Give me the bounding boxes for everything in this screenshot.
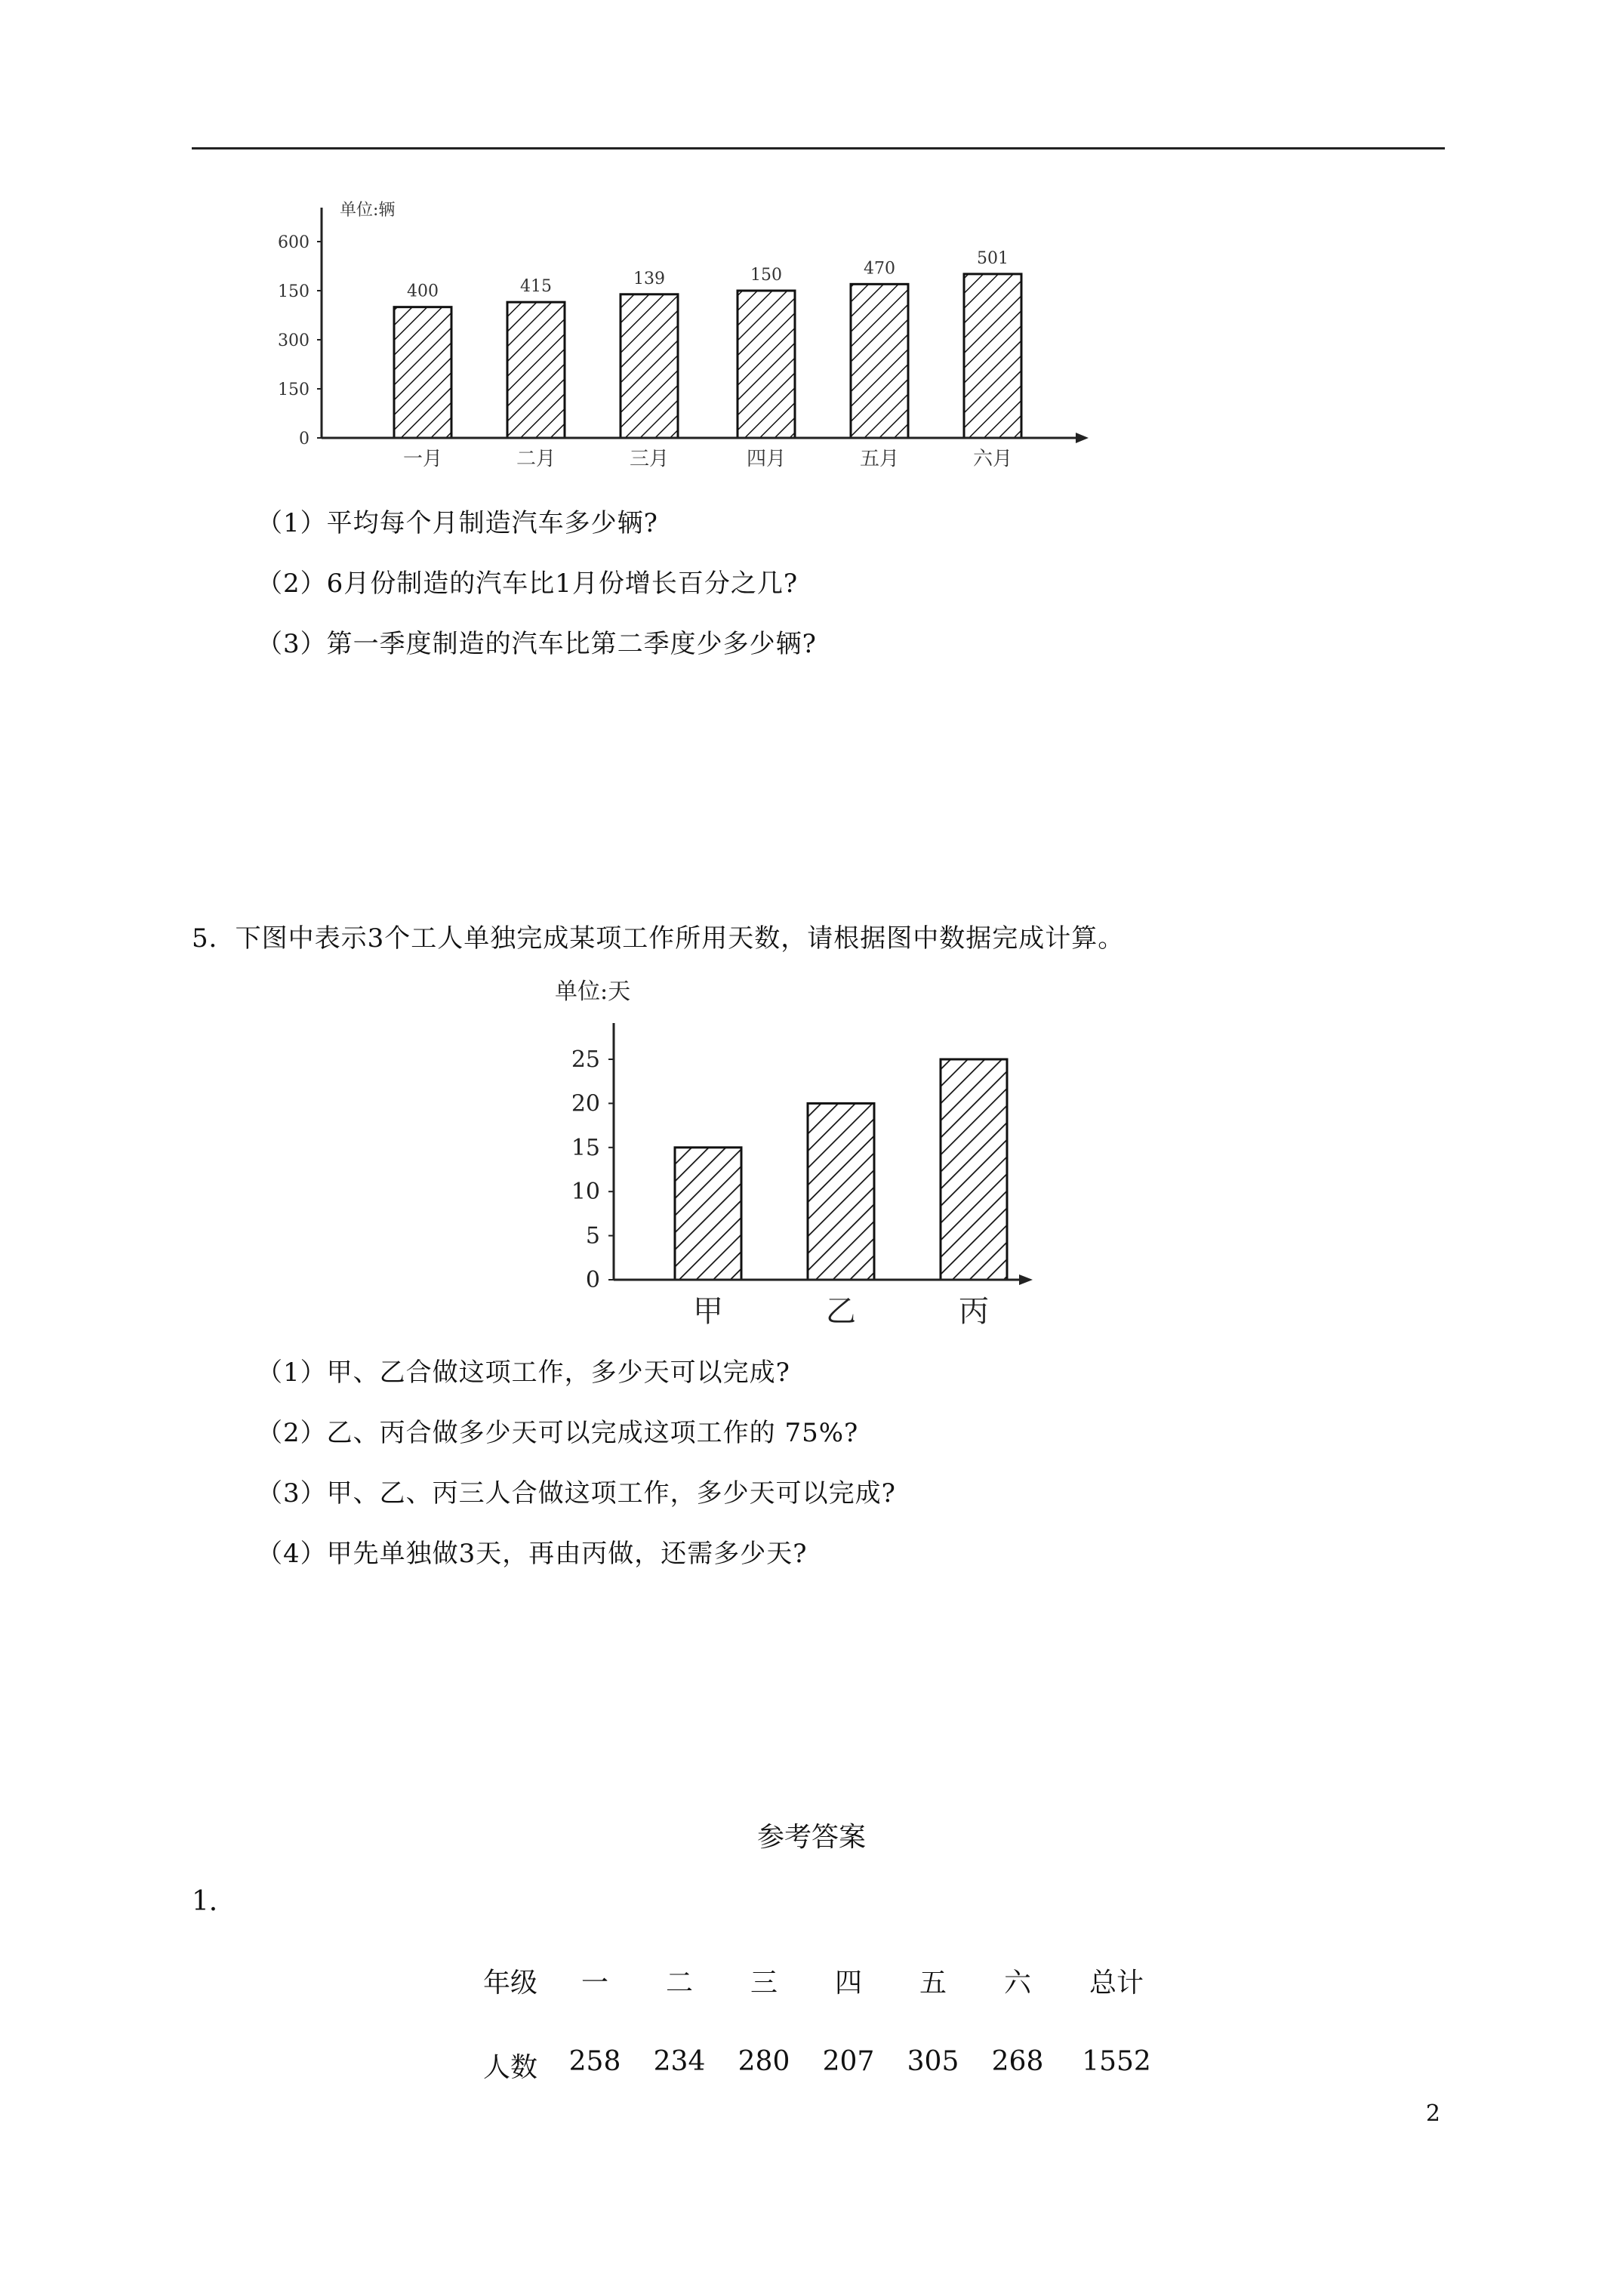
chart2-category-label: 甲 (693, 1294, 723, 1329)
question-5-1: （1）甲、乙合做这项工作，多少天可以完成? (257, 1358, 790, 1388)
question-5-4: （4）甲先单独做3天，再由丙做，还需多少天? (257, 1539, 808, 1569)
answer-header-cell: 四 (834, 1968, 862, 1999)
question-5-3: （3）甲、乙、丙三人合做这项工作，多少天可以完成? (257, 1478, 896, 1509)
chart1-svg (278, 193, 1102, 479)
answer-header-cell: 三 (750, 1968, 778, 1999)
question-4-2: （2）6月份制造的汽车比1月份增长百分之几? (257, 569, 799, 599)
chart2-svg (544, 970, 1087, 1333)
answer-header-cell: 六 (1003, 1968, 1031, 1999)
chart1-x-arrow (1076, 433, 1089, 443)
chart1-y-tick-label: 600 (278, 233, 310, 252)
answer-data-cell: 人数 (482, 2052, 537, 2083)
question-4-1: （1）平均每个月制造汽车多少辆? (257, 508, 658, 538)
question-5-2: （2）乙、丙合做多少天可以完成这项工作的 75%? (257, 1418, 859, 1448)
answer-data-cell: 280 (738, 2046, 790, 2077)
answer-data-cell: 258 (568, 2046, 621, 2077)
answer-header-cell: 年级 (482, 1968, 537, 1999)
chart1-bar (394, 307, 451, 438)
chart2-y-tick-label: 15 (571, 1134, 600, 1161)
chart1-data-label: 470 (864, 259, 895, 279)
chart1-bar (738, 291, 795, 438)
chart1-bar (621, 294, 678, 438)
answer-data-cell: 305 (907, 2046, 959, 2077)
header-rule (192, 147, 1445, 149)
chart1-data-label: 400 (407, 282, 439, 301)
chart2-y-tick-label: 20 (571, 1090, 600, 1117)
chart1-y-tick-label: 150 (278, 282, 310, 301)
chart1-category-label: 六月 (972, 448, 1013, 470)
chart1-y-tick-label: 300 (278, 331, 310, 350)
monthly-car-production-chart (278, 193, 1102, 479)
question-5-prompt: 5．下图中表示3个工人单独完成某项工作所用天数，请根据图中数据完成计算。 (192, 923, 1125, 954)
chart1-y-tick-label: 0 (299, 430, 310, 448)
chart2-y-tick-label: 0 (585, 1267, 600, 1293)
chart1-category-label: 一月 (402, 448, 443, 470)
answer-data-cell: 207 (822, 2046, 875, 2077)
answer-header-cell: 二 (665, 1968, 693, 1999)
chart2-y-tick-label: 25 (571, 1046, 600, 1073)
answer-header-cell: 五 (919, 1968, 947, 1999)
chart2-bar (808, 1103, 874, 1280)
chart2-bar (675, 1148, 741, 1280)
page-number: 2 (1425, 2100, 1440, 2127)
chart2-y-tick-label: 10 (571, 1179, 600, 1206)
worker-days-chart (544, 970, 1087, 1333)
chart1-category-label: 三月 (629, 448, 670, 470)
chart1-unit-label: 单位:辆 (340, 201, 396, 220)
answer-data-cell: 234 (653, 2046, 706, 2077)
answer-header-cell: 一 (581, 1968, 608, 1999)
chart2-x-arrow (1019, 1274, 1033, 1285)
answer-data-cell: 1552 (1082, 2046, 1151, 2077)
question-4-3: （3）第一季度制造的汽车比第二季度少多少辆? (257, 629, 817, 659)
chart1-bar (851, 284, 908, 438)
answers-title: 参考答案 (756, 1822, 866, 1853)
chart2-category-label: 乙 (826, 1294, 856, 1329)
chart1-data-label: 139 (633, 269, 665, 288)
chart1-data-label: 501 (977, 248, 1009, 268)
chart2-category-label: 丙 (959, 1294, 989, 1329)
chart2-y-tick-label: 5 (585, 1222, 600, 1250)
chart1-data-label: 150 (750, 266, 782, 285)
chart2-bar (941, 1059, 1007, 1280)
answer-item-number: 1． (192, 1886, 236, 1917)
chart1-y-tick-label: 150 (278, 381, 310, 399)
chart1-category-label: 二月 (516, 448, 556, 470)
chart1-bar (507, 302, 565, 438)
answer-header-row (468, 1962, 1173, 2000)
chart1-data-label: 415 (520, 277, 552, 297)
answer-data-row (468, 2046, 1173, 2085)
chart2-unit-label: 单位:天 (555, 978, 631, 1005)
answer-data-cell: 268 (991, 2046, 1044, 2077)
answer-header-cell: 总计 (1089, 1968, 1144, 1999)
chart1-category-label: 五月 (859, 448, 900, 470)
chart1-bar (964, 274, 1021, 438)
chart1-category-label: 四月 (746, 448, 787, 470)
